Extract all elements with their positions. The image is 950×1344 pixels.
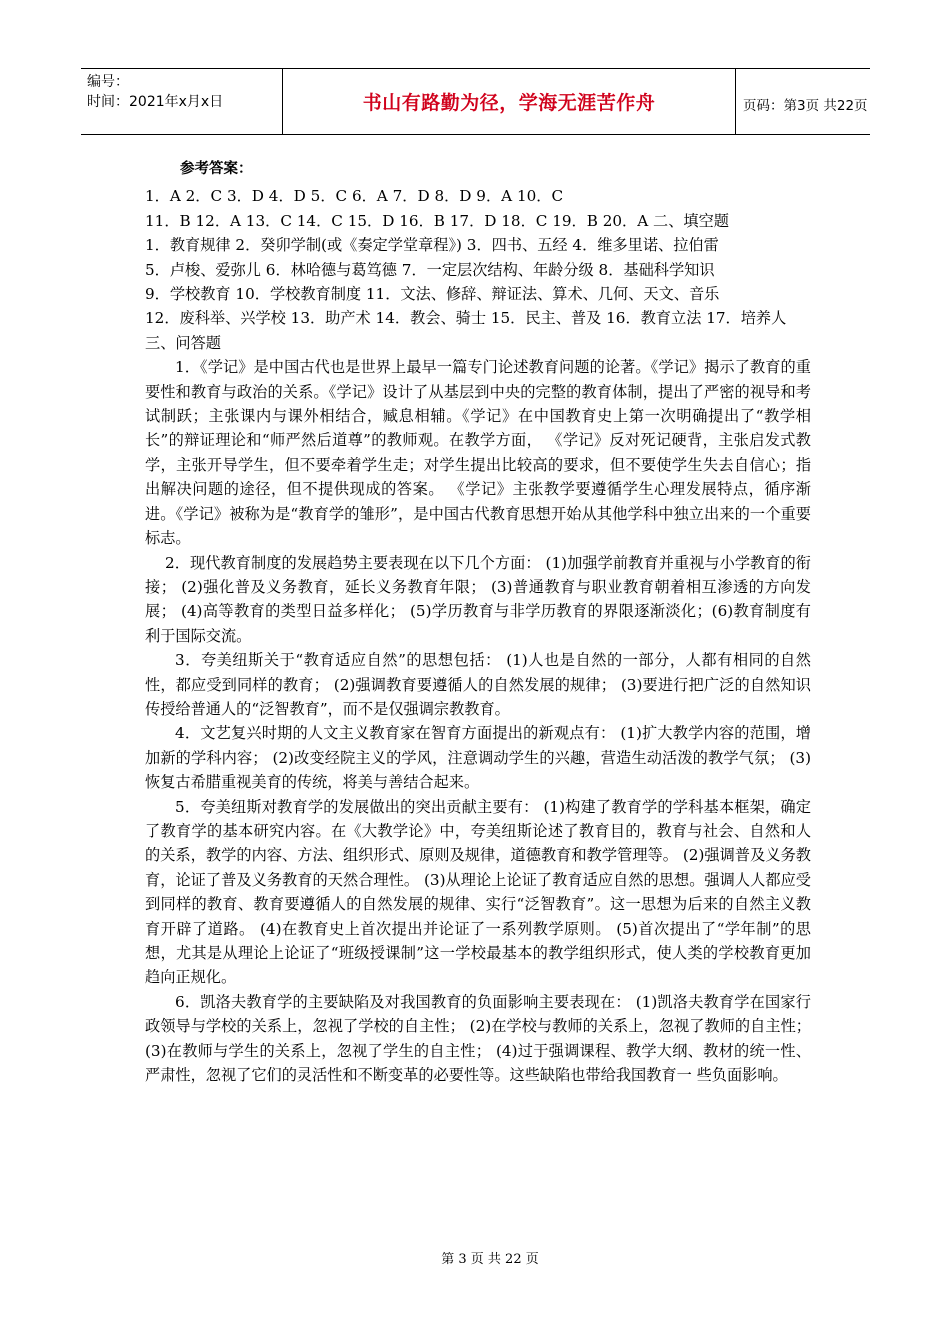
fill-answers-line-1: 1．教育规律 2．癸卯学制(或《奏定学堂章程》) 3．四书、五经 4．维多里诺、拉伯雷 <box>145 236 719 255</box>
choice-answers-line-2: 11．B 12．A 13．C 14．C 15．D 16．B 17．D 18．C 19．B 20．A 二、填空题 <box>145 211 729 230</box>
fill-answers-line-3: 9．学校教育 10．学校教育制度 11．文法、修辞、辩证法、算术、几何、天文、音乐 <box>145 285 720 304</box>
answer-paragraph-4: 4．文艺复兴时期的人文主义教育家在智育方面提出的新观点有： (1)扩大教学内容的范围，增加新的学科内容； (2)改变经院主义的学风，注意调动学生的兴趣，营造生动活泼的教学气氛； (3)恢复古希腊重视美育的传统，将美与善结合起来。 <box>145 724 811 792</box>
header-top-rule <box>81 68 870 69</box>
page-header <box>81 68 870 135</box>
answer-paragraph-6: 6．凯洛夫教育学的主要缺陷及对我国教育的负面影响主要表现在： (1)凯洛夫教育学在国家行政领导与学校的关系上，忽视了学校的自主性； (2)在学校与教师的关系上，忽视了教师的自主性； (3)在教师与学生的关系上，忽视了学生的自主性； (4)过于强调课程、教学大纲、教材的统一性、严肃性，忽视了它们的灵活性和不断变革的必要性等。这些缺陷也带给我国教育一 些负面影响。 <box>145 992 811 1085</box>
header-motto: 书山有路勤为径，学海无涯苦作舟 <box>362 92 656 114</box>
header-page-info: 页码：第3页 共22页 <box>743 98 868 114</box>
fill-answers-line-4: 12．废科举、兴学校 13．助产术 14．教会、骑士 15．民主、普及 16．教育立法 17．培养人 <box>145 309 787 328</box>
page-footer: 第 3 页 共 22 页 <box>441 1252 539 1267</box>
header-divider-right <box>735 68 736 135</box>
answer-paragraph-1: 1．《学记》是中国古代也是世界上最早一篇专门论述教育问题的论著。《学记》揭示了教育的重要性和教育与政治的关系。《学记》设计了从基层到中央的完整的教育体制，提出了严密的视导和考试制跃；主张课内与课外相结合，臧息相辅。《学记》在中国教育史上第一次明确提出了“教学相长”的辩证理论和“师严然后道尊”的教师观。在教学方面， 《学记》反对死记硬背，主张启发式教学，主张开导学生，但不要牵着学生走；对学生提出比较高的要求，但不要使学生失去自信心；指出解决问题的途径，但不提供现成的答案。 《学记》主张教学要遵循学生心理发展特点，循序渐进。《学记》被称为是“教育学的雏形”，是中国古代教育思想开始从其他学科中独立出来的一个重要标志。 <box>145 358 811 548</box>
header-meta <box>87 72 277 112</box>
answer-paragraph-3: 3．夸美纽斯关于“教育适应自然”的思想包括： (1)人也是自然的一部分，人都有相同的自然性，都应受到同样的教育； (2)强调教育要遵循人的自然发展的规律； (3)要进行把广泛的自然知识传授给普通人的“泛智教育”，而不是仅强调宗教教育。 <box>145 651 811 718</box>
qa-section-title: 三、问答题 <box>145 333 221 352</box>
answer-paragraph-5: 5．夸美纽斯对教育学的发展做出的突出贡献主要有： (1)构建了教育学的学科基本框架，确定了教育学的基本研究内容。在《大教学论》中，夸美纽斯论述了教育目的，教育与社会、自然和人的关系，教学的内容、方法、组织形式、原则及规律，道德教育和教学管理等。 (2)强调普及义务教育，论证了普及义务教育的天然合理性。 (3)从理论上论证了教育适应自然的思想。强调人人都应受到同样的教育、教育要遵循人的自然发展的规律、实行“泛智教育”。这一思想为后来的自然主义教育开辟了道路。 (4)在教育史上首次提出并论证了一系列教学原则。 (5)首次提出了“学年制”的思想，尤其是从理论上论证了“班级授课制”这一学校最基本的教学组织形式，使人类的学校教育更加趋向正规化。 <box>145 797 811 987</box>
answers-heading: 参考答案： <box>180 161 253 177</box>
choice-answers-line-1: 1．A 2．C 3．D 4．D 5．C 6．A 7．D 8．D 9．A 10．C <box>145 187 564 206</box>
document-body <box>145 157 811 1087</box>
date-label: 时间：2021年x月x日 <box>87 94 224 110</box>
number-label: 编号： <box>87 74 129 90</box>
fill-answers-line-2: 5．卢梭、爱弥儿 6．林哈德与葛笃德 7．一定层次结构、年龄分级 8．基础科学知识 <box>145 260 715 279</box>
answer-paragraph-2: 2．现代教育制度的发展趋势主要表现在以下几个方面： (1)加强学前教育并重视与小学教育的衔接； (2)强化普及义务教育，延长义务教育年限； (3)普通教育与职业教育朝着相互渗透的方向发展； (4)高等教育的类型日益多样化； (5)学历教育与非学历教育的界限逐渐淡化；(6)教育制度有利于国际交流。 <box>145 553 811 645</box>
header-bottom-rule <box>81 134 870 135</box>
